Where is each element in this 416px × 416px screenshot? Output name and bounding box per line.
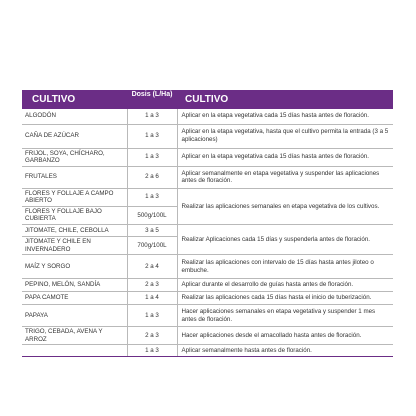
application-cell: Aplicar semanalmente en etapa vegetativa y suspender las aplicaciones antes de floración.	[177, 166, 393, 188]
application-cell: Aplicar durante el desarrollo de guías hasta antes de floración.	[177, 279, 393, 292]
dose-cell: 1 a 3	[127, 124, 177, 148]
table-row	[22, 109, 393, 124]
application-cell: Aplicar en la etapa vegetativa cada 15 días hasta antes de floración.	[177, 109, 393, 124]
crop-cell: FLORES Y FOLLAJE A CAMPO ABIERTO	[22, 188, 127, 206]
application-cell: Hacer aplicaciones desde el amacollado hasta antes de floración.	[177, 327, 393, 345]
table-row	[22, 225, 393, 237]
application-cell: Hacer aplicaciones semanales en etapa vegetativa y suspender 1 mes antes de floración.	[177, 305, 393, 327]
crop-cell: ALGODÓN	[22, 109, 127, 124]
table-row	[22, 327, 393, 345]
header-crop: CULTIVO	[32, 94, 76, 105]
crop-cell: FRUTALES	[22, 166, 127, 188]
header-dose: Dosis (L/Ha)	[131, 91, 173, 98]
dose-cell: 1 a 3	[127, 188, 177, 206]
application-cell: Realizar las aplicaciones con intervalo de 15 días hasta antes jiloteo o embuche.	[177, 255, 393, 279]
table-header-row	[22, 90, 393, 109]
table-row	[22, 345, 393, 357]
dose-cell: 2 a 6	[127, 166, 177, 188]
dosage-table	[22, 90, 393, 357]
crop-cell	[22, 345, 127, 357]
crop-cell: PAPAYA	[22, 305, 127, 327]
dose-cell: 1 a 3	[127, 109, 177, 124]
crop-cell: FRIJOL, SOYA, CHÍCHARO, GARBANZO	[22, 148, 127, 166]
table-row	[22, 279, 393, 292]
crop-cell: CAÑA DE AZÚCAR	[22, 124, 127, 148]
crop-cell: TRIGO, CEBADA, AVENA Y ARROZ	[22, 327, 127, 345]
dose-cell: 700g/100L	[127, 237, 177, 255]
application-cell: Realizar las aplicaciones semanales en etapa vegetativa de los cultivos.	[177, 188, 393, 224]
dose-cell: 1 a 3	[127, 345, 177, 357]
application-cell: Aplicar en la etapa vegetativa cada 15 días hasta antes de floración.	[177, 148, 393, 166]
dose-cell: 1 a 4	[127, 292, 177, 305]
table-row	[22, 188, 393, 206]
dose-cell: 500g/100L	[127, 206, 177, 224]
dose-cell: 2 a 3	[127, 279, 177, 292]
crop-cell: JITOMATE, CHILE, CEBOLLA	[22, 225, 127, 237]
application-cell: Realizar Aplicaciones cada 15 días y suspenderla antes de floración.	[177, 225, 393, 255]
table-row	[22, 166, 393, 188]
application-cell: Aplicar semanalmente hasta antes de floración.	[177, 345, 393, 357]
dose-cell: 2 a 3	[127, 327, 177, 345]
dose-cell: 1 a 3	[127, 305, 177, 327]
table-row	[22, 124, 393, 148]
table-row	[22, 292, 393, 305]
crop-cell: MAÍZ Y SORGO	[22, 255, 127, 279]
dose-cell: 3 a 5	[127, 225, 177, 237]
crop-cell: JITOMATE Y CHILE EN INVERNADERO	[22, 237, 127, 255]
table-row	[22, 305, 393, 327]
header-application: CULTIVO	[185, 94, 229, 105]
table-row	[22, 148, 393, 166]
application-cell: Aplicar en la etapa vegetativa, hasta que el cultivo permita la entrada (3 a 5 aplicaciones)	[177, 124, 393, 148]
crop-cell: FLORES Y FOLLAJE BAJO CUBIERTA	[22, 206, 127, 224]
crop-cell: PEPINO, MELÓN, SANDÍA	[22, 279, 127, 292]
table-row	[22, 255, 393, 279]
application-cell: Realizar las aplicaciones cada 15 días hasta el inicio de tuberización.	[177, 292, 393, 305]
dose-cell: 2 a 4	[127, 255, 177, 279]
dosage-table-card	[22, 90, 393, 357]
crop-cell: PAPA CAMOTE	[22, 292, 127, 305]
dose-cell: 1 a 3	[127, 148, 177, 166]
